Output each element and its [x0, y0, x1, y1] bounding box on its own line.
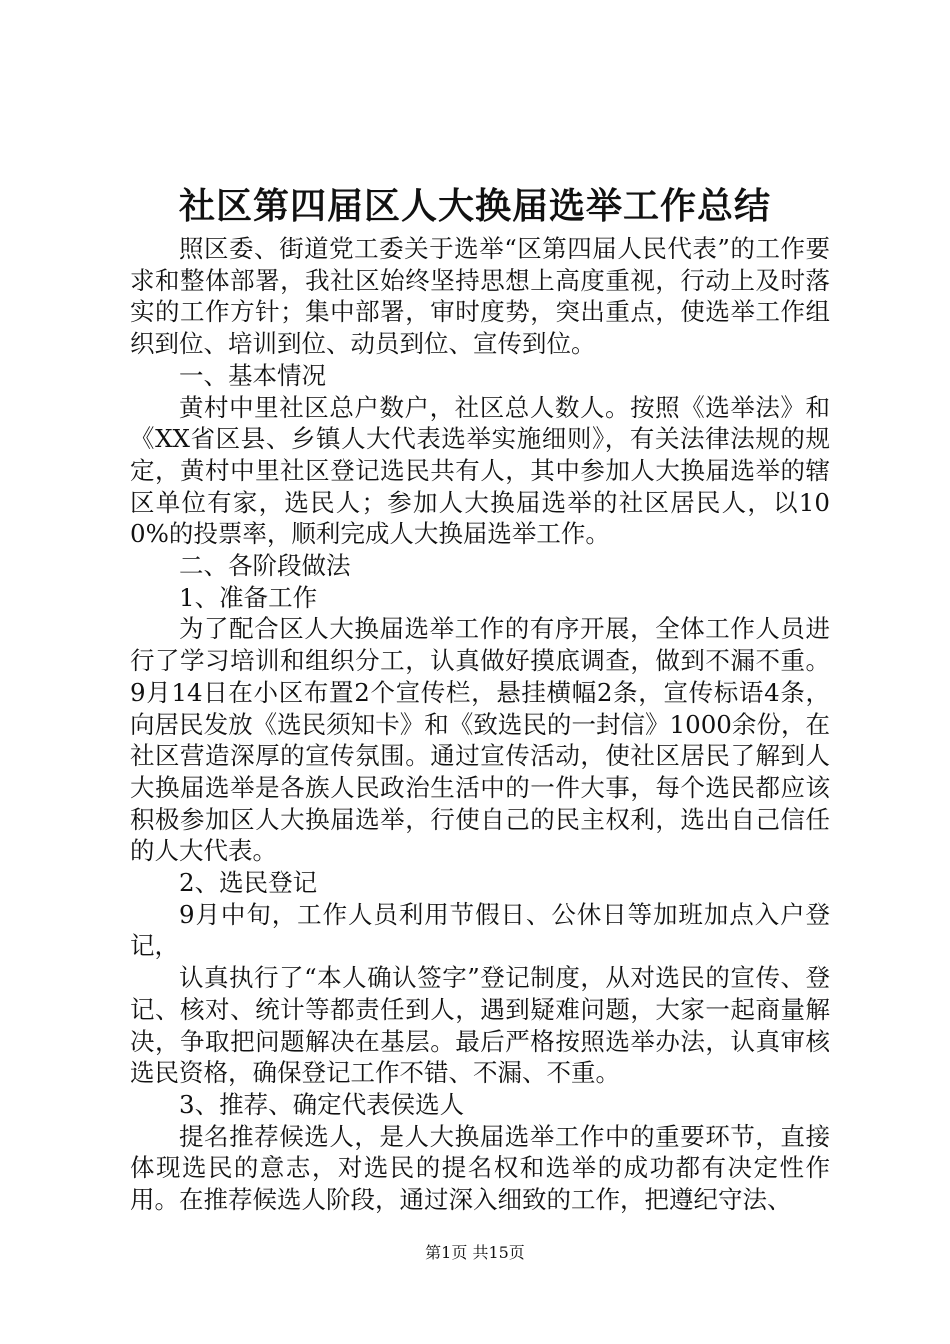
paragraph-registration-door-to-door: 9月中旬，工作人员利用节假日、公休日等加班加点入户登记， [130, 899, 830, 961]
heading-basic-situation: 一、基本情况 [179, 360, 326, 390]
paragraph-preparation: 为了配合区人大换届选举工作的有序开展，全体工作人员进行了学习培训和组织分工，认真做好摸底调查，做到不漏不重。9月14日在小区布置2个宣传栏，悬挂横幅2条，宣传标语4条，向居民发放《选民须知卡》和《致选民的一封信》1000余份，在社区营造深厚的宣传氛围。通过宣传活动，使社区居民了解到人大换届选举是各族人民政治生活中的一件大事，每个选民都应该积极参加区人大换届选举，行使自己的民主权利，选出自己信任的人大代表。 [130, 614, 830, 866]
subheading-voter-registration: 2、选民登记 [179, 868, 318, 898]
heading-stage-methods: 二、各阶段做法 [179, 551, 351, 581]
document-body [130, 233, 830, 1216]
paragraph-basic-situation: 黄村中里社区总户数户，社区总人数人。按照《选举法》和《XX省区县、乡镇人大代表选举实施细则》，有关法律法规的规定，黄村中里社区登记选民共有人，其中参加人大换届选举的辖区单位有家，选民人；参加人大换届选举的社区居民人，以100%的投票率，顺利完成人大换届选举工作。 [130, 392, 830, 549]
paragraph-candidates: 提名推荐候选人，是人大换届选举工作中的重要环节，直接体现选民的意志，对选民的提名权和选举的成功都有决定性作用。在推荐候选人阶段，通过深入细致的工作，把遵纪守法、 [130, 1121, 830, 1215]
page-number-footer: 第1页 共15页 [425, 1243, 525, 1262]
subheading-preparation: 1、准备工作 [179, 582, 318, 612]
document-title: 社区第四届区人大换届选举工作总结 [178, 185, 771, 227]
subheading-candidates: 3、推荐、确定代表侯选人 [179, 1089, 465, 1119]
paragraph-registration-system: 认真执行了“本人确认签字”登记制度，从对选民的宣传、登记、核对、统计等都责任到人，遇到疑难问题，大家一起商量解决，争取把问题解决在基层。最后严格按照选举办法，认真审核选民资格，确保登记工作不错、不漏、不重。 [130, 963, 830, 1088]
paragraph-intro: 照区委、街道党工委关于选举“区第四届人民代表”的工作要求和整体部署，我社区始终坚持思想上高度重视，行动上及时落实的工作方针；集中部署，审时度势，突出重点，使选举工作组织到位、培训到位、动员到位、宣传到位。 [130, 234, 830, 359]
